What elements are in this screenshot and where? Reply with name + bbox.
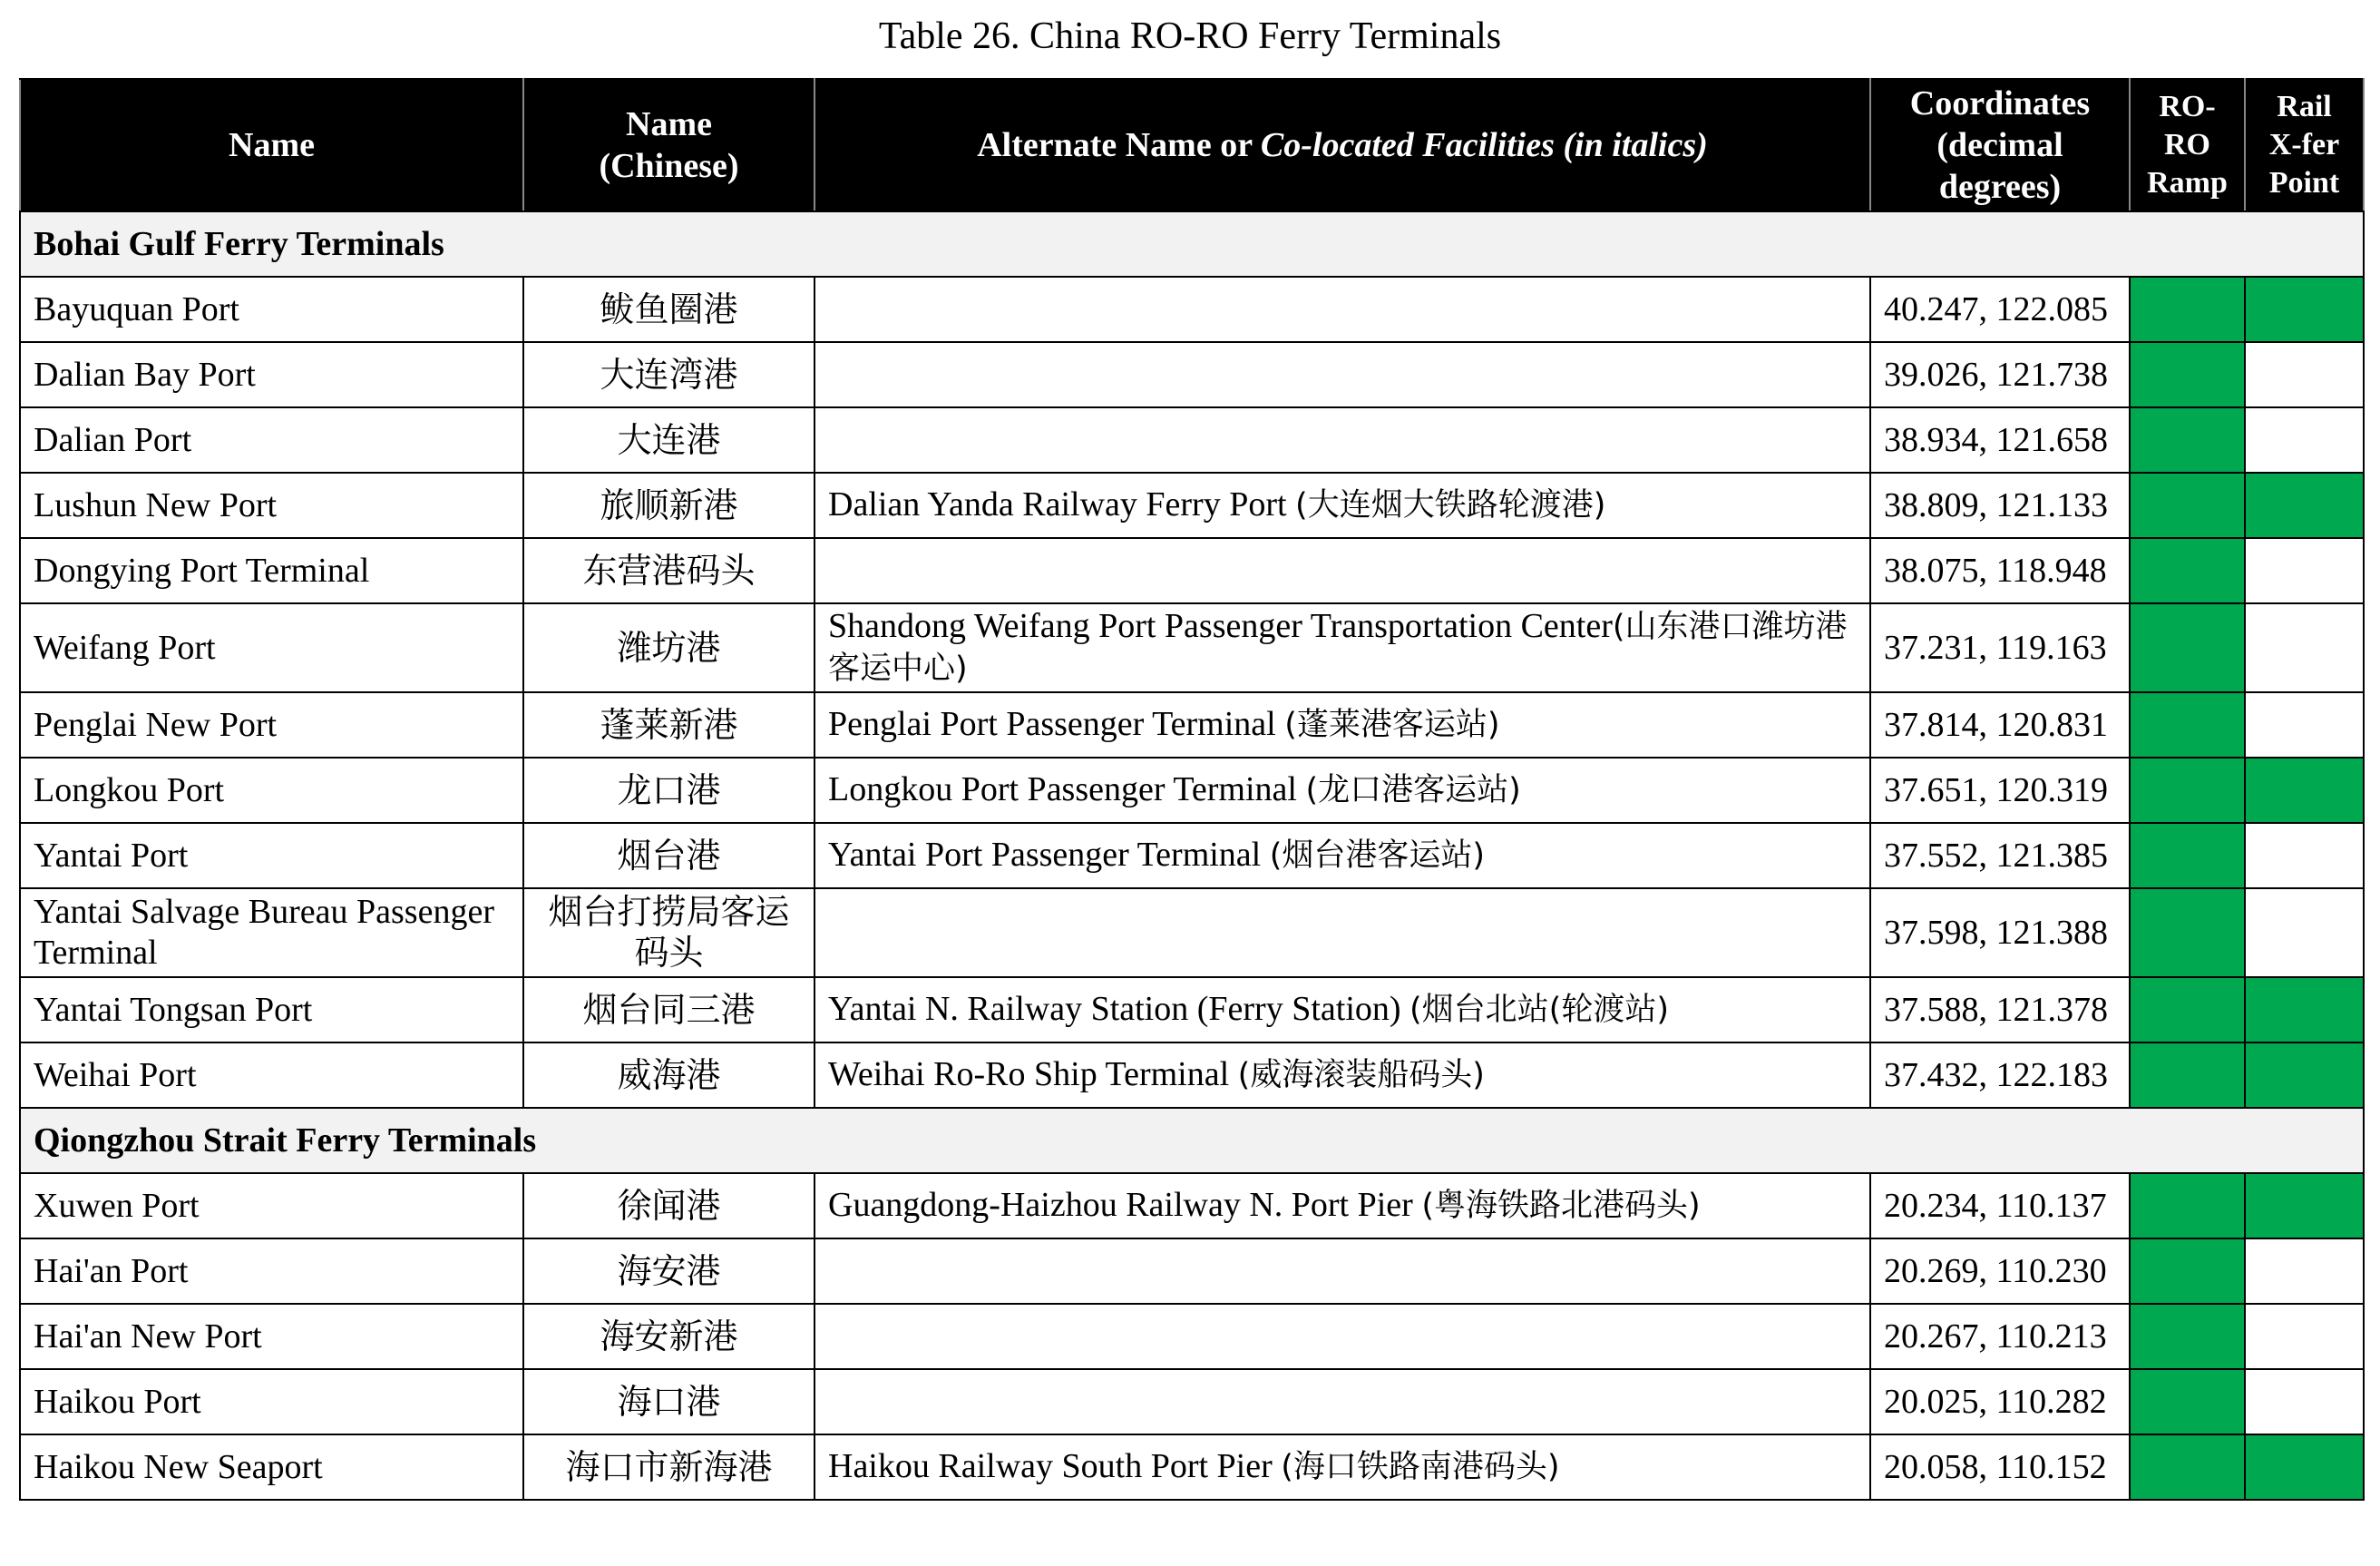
- header-coordinates: Coordinates (decimal degrees): [1870, 79, 2130, 211]
- header-name-chinese: Name (Chinese): [523, 79, 814, 211]
- terminal-name: Penglai New Port: [20, 692, 523, 758]
- terminal-name: Dalian Port: [20, 407, 523, 473]
- coordinates: 38.809, 121.133: [1870, 473, 2130, 538]
- coordinates: 37.552, 121.385: [1870, 823, 2130, 888]
- table-row: [20, 823, 2364, 888]
- roro-ramp-indicator: [2130, 692, 2245, 758]
- terminal-name-chinese: 大连港: [523, 407, 814, 473]
- roro-ramp-indicator: [2130, 1304, 2245, 1369]
- table-row: [20, 1173, 2364, 1238]
- header-rail-xfer-point: Rail X-fer Point: [2245, 79, 2364, 211]
- alternate-name-cell: [814, 538, 1870, 603]
- rail-xfer-indicator: [2245, 1042, 2364, 1108]
- terminal-name-chinese: 海口港: [523, 1369, 814, 1434]
- roro-ramp-indicator: [2130, 823, 2245, 888]
- table-row: [20, 1238, 2364, 1304]
- terminal-name-chinese: 海口市新海港: [523, 1434, 814, 1500]
- terminal-name: Bayuquan Port: [20, 277, 523, 342]
- alternate-name: Yantai N. Railway Station (Ferry Station): [828, 990, 1410, 1028]
- terminal-name-chinese: 大连湾港: [523, 342, 814, 407]
- roro-ramp-indicator: [2130, 888, 2245, 977]
- terminal-name: Lushun New Port: [20, 473, 523, 538]
- terminal-name-chinese: 潍坊港: [523, 603, 814, 692]
- alternate-name-chinese: (烟台港客运站): [1269, 837, 1486, 874]
- header-roro-ramp: RO-RO Ramp: [2130, 79, 2245, 211]
- table-row: [20, 1369, 2364, 1434]
- header-alternate-name: Alternate Name or Co-located Facilities (in italics): [814, 79, 1870, 211]
- terminal-name: Hai'an New Port: [20, 1304, 523, 1369]
- rail-xfer-indicator: [2245, 1304, 2364, 1369]
- table-row: [20, 342, 2364, 407]
- coordinates: 20.234, 110.137: [1870, 1173, 2130, 1238]
- terminal-name: Haikou New Seaport: [20, 1434, 523, 1500]
- coordinates: 20.025, 110.282: [1870, 1369, 2130, 1434]
- table-row: [20, 888, 2364, 977]
- alternate-name-chinese: (威海滚装船码头): [1237, 1057, 1485, 1093]
- alternate-name-cell: [814, 888, 1870, 977]
- alternate-name-chinese: (蓬莱港客运站): [1284, 707, 1500, 743]
- rail-xfer-indicator: [2245, 888, 2364, 977]
- rail-xfer-indicator: [2245, 473, 2364, 538]
- alternate-name: Longkou Port Passenger Terminal: [828, 770, 1306, 808]
- terminal-name: Dongying Port Terminal: [20, 538, 523, 603]
- rail-xfer-indicator: [2245, 1369, 2364, 1434]
- roro-ramp-indicator: [2130, 1369, 2245, 1434]
- alternate-name-cell: [814, 823, 1870, 888]
- alternate-name: Dalian Yanda Railway Ferry Port: [828, 485, 1296, 524]
- terminal-name-chinese: 徐闻港: [523, 1173, 814, 1238]
- alternate-name-cell: [814, 1304, 1870, 1369]
- alternate-name: Yantai Port Passenger Terminal: [828, 836, 1270, 874]
- table-row: [20, 538, 2364, 603]
- alternate-name-cell: [814, 1434, 1870, 1500]
- roro-ramp-indicator: [2130, 1042, 2245, 1108]
- terminal-name-chinese: 烟台同三港: [523, 977, 814, 1042]
- alternate-name-cell: [814, 603, 1870, 692]
- table-row: [20, 758, 2364, 823]
- terminal-name: Hai'an Port: [20, 1238, 523, 1304]
- terminal-name-chinese: 烟台港: [523, 823, 814, 888]
- alternate-name: Weihai Ro-Ro Ship Terminal: [828, 1055, 1238, 1093]
- rail-xfer-indicator: [2245, 603, 2364, 692]
- table-header: [20, 79, 2364, 211]
- group-header-row: [20, 1108, 2364, 1173]
- terminal-name-chinese: 龙口港: [523, 758, 814, 823]
- table-caption: Table 26. China RO-RO Ferry Terminals: [878, 15, 1502, 57]
- rail-xfer-indicator: [2245, 823, 2364, 888]
- alternate-name: Haikou Railway South Port Pier: [828, 1447, 1282, 1485]
- coordinates: 37.231, 119.163: [1870, 603, 2130, 692]
- alternate-name-cell: [814, 758, 1870, 823]
- rail-xfer-indicator: [2245, 1238, 2364, 1304]
- rail-xfer-indicator: [2245, 277, 2364, 342]
- coordinates: 38.075, 118.948: [1870, 538, 2130, 603]
- alternate-name-chinese: (山东港口潍坊港客运中心): [828, 609, 1848, 687]
- rail-xfer-indicator: [2245, 342, 2364, 407]
- alternate-name-cell: [814, 1238, 1870, 1304]
- rail-xfer-indicator: [2245, 1173, 2364, 1238]
- rail-xfer-indicator: [2245, 758, 2364, 823]
- terminal-name-chinese: 海安新港: [523, 1304, 814, 1369]
- coordinates: 37.814, 120.831: [1870, 692, 2130, 758]
- table-row: [20, 1042, 2364, 1108]
- terminal-name-chinese: 东营港码头: [523, 538, 814, 603]
- terminal-name-chinese: 威海港: [523, 1042, 814, 1108]
- alternate-name-cell: [814, 692, 1870, 758]
- table-row: [20, 977, 2364, 1042]
- alternate-name-chinese: (烟台北站(轮渡站): [1409, 992, 1669, 1028]
- roro-ramp-indicator: [2130, 342, 2245, 407]
- alternate-name-cell: [814, 1042, 1870, 1108]
- roro-ramp-indicator: [2130, 1238, 2245, 1304]
- rail-xfer-indicator: [2245, 692, 2364, 758]
- alternate-name-chinese: (龙口港客运站): [1305, 772, 1521, 808]
- rail-xfer-indicator: [2245, 407, 2364, 473]
- table-row: [20, 473, 2364, 538]
- table-row: [20, 603, 2364, 692]
- roro-ramp-indicator: [2130, 1173, 2245, 1238]
- rail-xfer-indicator: [2245, 1434, 2364, 1500]
- terminal-name-chinese: 旅顺新港: [523, 473, 814, 538]
- alternate-name: Penglai Port Passenger Terminal: [828, 705, 1285, 743]
- coordinates: 20.267, 110.213: [1870, 1304, 2130, 1369]
- roro-ramp-indicator: [2130, 538, 2245, 603]
- alternate-name-cell: [814, 1173, 1870, 1238]
- coordinates: 37.588, 121.378: [1870, 977, 2130, 1042]
- header-name: Name: [20, 79, 523, 211]
- terminal-name-chinese: 鲅鱼圈港: [523, 277, 814, 342]
- alternate-name: Shandong Weifang Port Passenger Transportation Center: [828, 607, 1613, 645]
- roro-ramp-indicator: [2130, 603, 2245, 692]
- terminal-name-chinese: 海安港: [523, 1238, 814, 1304]
- table-row: [20, 407, 2364, 473]
- table-row: [20, 277, 2364, 342]
- alternate-name-chinese: (海口铁路南港码头): [1281, 1449, 1560, 1485]
- terminal-name: Yantai Salvage Bureau Passenger Terminal: [20, 888, 523, 977]
- coordinates: 39.026, 121.738: [1870, 342, 2130, 407]
- roro-ramp-indicator: [2130, 407, 2245, 473]
- group-title: Qiongzhou Strait Ferry Terminals: [20, 1108, 2364, 1173]
- coordinates: 37.432, 122.183: [1870, 1042, 2130, 1108]
- group-title: Bohai Gulf Ferry Terminals: [20, 211, 2364, 277]
- group-header-row: [20, 211, 2364, 277]
- alternate-name-cell: [814, 977, 1870, 1042]
- alternate-name-cell: [814, 407, 1870, 473]
- terminal-name: Yantai Port: [20, 823, 523, 888]
- alternate-name-cell: [814, 473, 1870, 538]
- table-row: [20, 1304, 2364, 1369]
- terminal-name: Haikou Port: [20, 1369, 523, 1434]
- roro-ramp-indicator: [2130, 473, 2245, 538]
- table-body: [20, 211, 2364, 1500]
- alternate-name: Guangdong-Haizhou Railway N. Port Pier: [828, 1186, 1422, 1224]
- terminal-name: Longkou Port: [20, 758, 523, 823]
- table-row: [20, 1434, 2364, 1500]
- terminal-name: Dalian Bay Port: [20, 342, 523, 407]
- rail-xfer-indicator: [2245, 538, 2364, 603]
- alternate-name-cell: [814, 342, 1870, 407]
- terminal-name: Yantai Tongsan Port: [20, 977, 523, 1042]
- coordinates: 20.058, 110.152: [1870, 1434, 2130, 1500]
- alternate-name-cell: [814, 277, 1870, 342]
- coordinates: 40.247, 122.085: [1870, 277, 2130, 342]
- coordinates: 37.598, 121.388: [1870, 888, 2130, 977]
- terminal-name: Weifang Port: [20, 603, 523, 692]
- roro-ramp-indicator: [2130, 977, 2245, 1042]
- rail-xfer-indicator: [2245, 977, 2364, 1042]
- alternate-name-cell: [814, 1369, 1870, 1434]
- table-row: [20, 692, 2364, 758]
- coordinates: 20.269, 110.230: [1870, 1238, 2130, 1304]
- coordinates: 37.651, 120.319: [1870, 758, 2130, 823]
- roro-ramp-indicator: [2130, 1434, 2245, 1500]
- ferry-terminals-table: [19, 78, 2365, 1501]
- alternate-name-chinese: (大连烟大铁路轮渡港): [1295, 487, 1606, 524]
- terminal-name-chinese: 烟台打捞局客运码头: [523, 888, 814, 977]
- alternate-name-chinese: (粤海铁路北港码头): [1421, 1188, 1701, 1224]
- terminal-name: Xuwen Port: [20, 1173, 523, 1238]
- terminal-name-chinese: 蓬莱新港: [523, 692, 814, 758]
- coordinates: 38.934, 121.658: [1870, 407, 2130, 473]
- roro-ramp-indicator: [2130, 277, 2245, 342]
- roro-ramp-indicator: [2130, 758, 2245, 823]
- terminal-name: Weihai Port: [20, 1042, 523, 1108]
